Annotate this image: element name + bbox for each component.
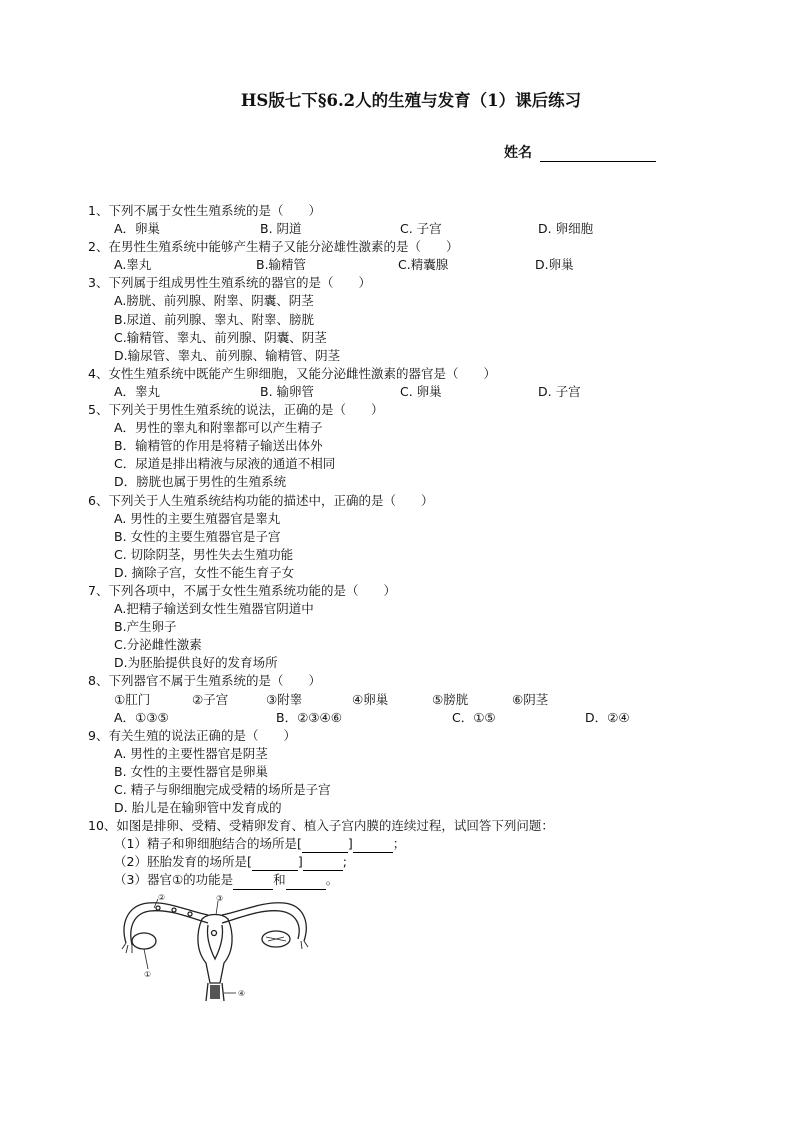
question-stem: 3、下列属于组成男性生殖系统的器官的是（ ） (88, 275, 371, 291)
item-row (88, 691, 728, 709)
name-label: 姓名 (504, 145, 532, 161)
option: D.卵巢 (535, 257, 574, 273)
option: D．②④ (585, 709, 630, 725)
option: A．男性的睾丸和附睾都可以产生精子 (114, 420, 323, 436)
option: A．睾丸 (114, 383, 161, 399)
name-field (504, 142, 656, 162)
option: B．输精管的作用是将精子输送出体外 (114, 438, 323, 454)
option: A.睾丸 (114, 257, 152, 273)
option: D. 卵细胞 (538, 221, 594, 237)
uterus-body (198, 915, 232, 984)
option: C.分泌雌性激素 (114, 637, 202, 653)
item: ①肛门 (114, 691, 151, 707)
question-stem: 4、女性生殖系统中既能产生卵细胞，又能分泌雌性激素的器官是（ ） (88, 365, 496, 381)
ovary-texture (266, 937, 286, 941)
diagram-label: ③ (216, 894, 224, 903)
embryo-dot (156, 906, 160, 910)
left-tube-inner (131, 911, 208, 945)
embryo-dot (172, 908, 176, 912)
option: B. 女性的主要性器官是卵巢 (114, 763, 269, 779)
question-stem: 6、下列关于人生殖系统结构功能的描述中，正确的是（ ） (88, 492, 434, 508)
option: A.把精子输送到女性生殖器官阴道中 (114, 601, 314, 617)
option: C．尿道是排出精液与尿液的通道不相同 (114, 456, 336, 472)
embryo-dot (188, 912, 192, 916)
option: C. 精子与卵细胞完成受精的场所是子宫 (114, 782, 331, 797)
question-list (88, 202, 728, 890)
option-row (88, 220, 728, 238)
item: ②子宫 (192, 691, 229, 707)
question-stem: 2、在男性生殖系统中能够产生精子又能分泌雄性激素的是（ ） (88, 239, 459, 255)
question-stem: 9、有关生殖的说法正确的是（ ） (88, 727, 296, 743)
item: ⑥阴茎 (512, 691, 549, 707)
question-stem: 7、下列各项中，不属于女性生殖系统功能的是（ ） (88, 582, 396, 598)
question-stem: 5、下列关于男性生殖系统的说法，正确的是（ ） (88, 402, 384, 418)
answer-blank[interactable] (353, 839, 393, 853)
diagram-label: ① (144, 970, 152, 979)
sub-question: （1）精子和卵细胞结合的场所是[ ] ； (88, 835, 728, 853)
option: A．卵巢 (114, 221, 161, 237)
option: D. 子宫 (538, 383, 581, 399)
option: B.产生卵子 (114, 619, 177, 635)
embryo-dot (212, 931, 217, 936)
vagina-canal (210, 985, 220, 999)
question-stem: 1、下列不属于女性生殖系统的是（ ） (88, 203, 321, 218)
option: D．膀胱也属于男性的生殖系统 (114, 474, 287, 490)
answer-blank[interactable] (303, 857, 343, 871)
option: B．②③④⑥ (276, 709, 342, 725)
question-stem: 8、下列器官不属于生殖系统的是（ ） (88, 673, 321, 689)
item: ④卵巢 (352, 691, 389, 707)
option: C. 子宫 (400, 221, 442, 237)
answer-blank[interactable] (286, 876, 326, 890)
item: ③附睾 (266, 691, 303, 707)
option: D.输尿管、睾丸、前列腺、输精管、阴茎 (114, 347, 341, 363)
option: D.为胚胎提供良好的发育场所 (114, 655, 278, 671)
leader-line (216, 901, 218, 915)
option: C．①⑤ (452, 709, 496, 725)
answer-blank[interactable] (252, 857, 298, 871)
option: B. 女性的主要生殖器官是子宫 (114, 528, 281, 544)
option-row (88, 256, 728, 274)
answer-blank[interactable] (233, 876, 273, 890)
sub-question: （2）胚胎发育的场所是[ ] ; (88, 853, 728, 871)
option: A. 男性的主要生殖器官是睾丸 (114, 510, 281, 526)
option: B.输精管 (256, 257, 307, 273)
option: C. 卵巢 (400, 383, 442, 399)
left-tube-outer (124, 903, 208, 943)
option-row (88, 383, 728, 401)
sub-question: （3）器官①的功能是 和 。 (88, 871, 728, 889)
option: C. 切除阴茎，男性失去生殖功能 (114, 546, 294, 562)
answer-blank[interactable] (302, 839, 348, 853)
option: B. 输卵管 (260, 383, 315, 399)
option: D. 摘除子宫，女性不能生育子女 (114, 564, 295, 580)
diagram-label: ② (158, 893, 166, 902)
right-fimbriae (301, 941, 308, 949)
left-fimbriae (122, 943, 132, 953)
option: C.输精管、睾丸、前列腺、阴囊、阴茎 (114, 329, 327, 345)
option: B. 阴道 (260, 221, 302, 237)
uterus-diagram (118, 893, 312, 1003)
option-row (88, 709, 728, 727)
option: C.精囊腺 (398, 257, 449, 273)
option: B.尿道、前列腺、睾丸、附睾、膀胱 (114, 311, 315, 327)
option: A.膀胱、前列腺、附睾、阴囊、阴茎 (114, 293, 314, 309)
item: ⑤膀胱 (432, 691, 469, 707)
question-stem: 10、如图是排卵、受精、受精卵发育、植入子宫内膜的连续过程，试回答下列问题： (88, 818, 554, 834)
left-ovary (132, 933, 156, 949)
diagram-label: ④ (238, 989, 246, 998)
page-title: HS版七下§6.2人的生殖与发育（1）课后练习 (240, 91, 582, 110)
name-blank[interactable] (540, 147, 656, 162)
leader-line (144, 949, 148, 969)
option: A．①③⑤ (114, 709, 169, 725)
option: A. 男性的主要性器官是阴茎 (114, 745, 268, 761)
option: D. 胎儿是在输卵管中发育成的 (114, 800, 282, 816)
